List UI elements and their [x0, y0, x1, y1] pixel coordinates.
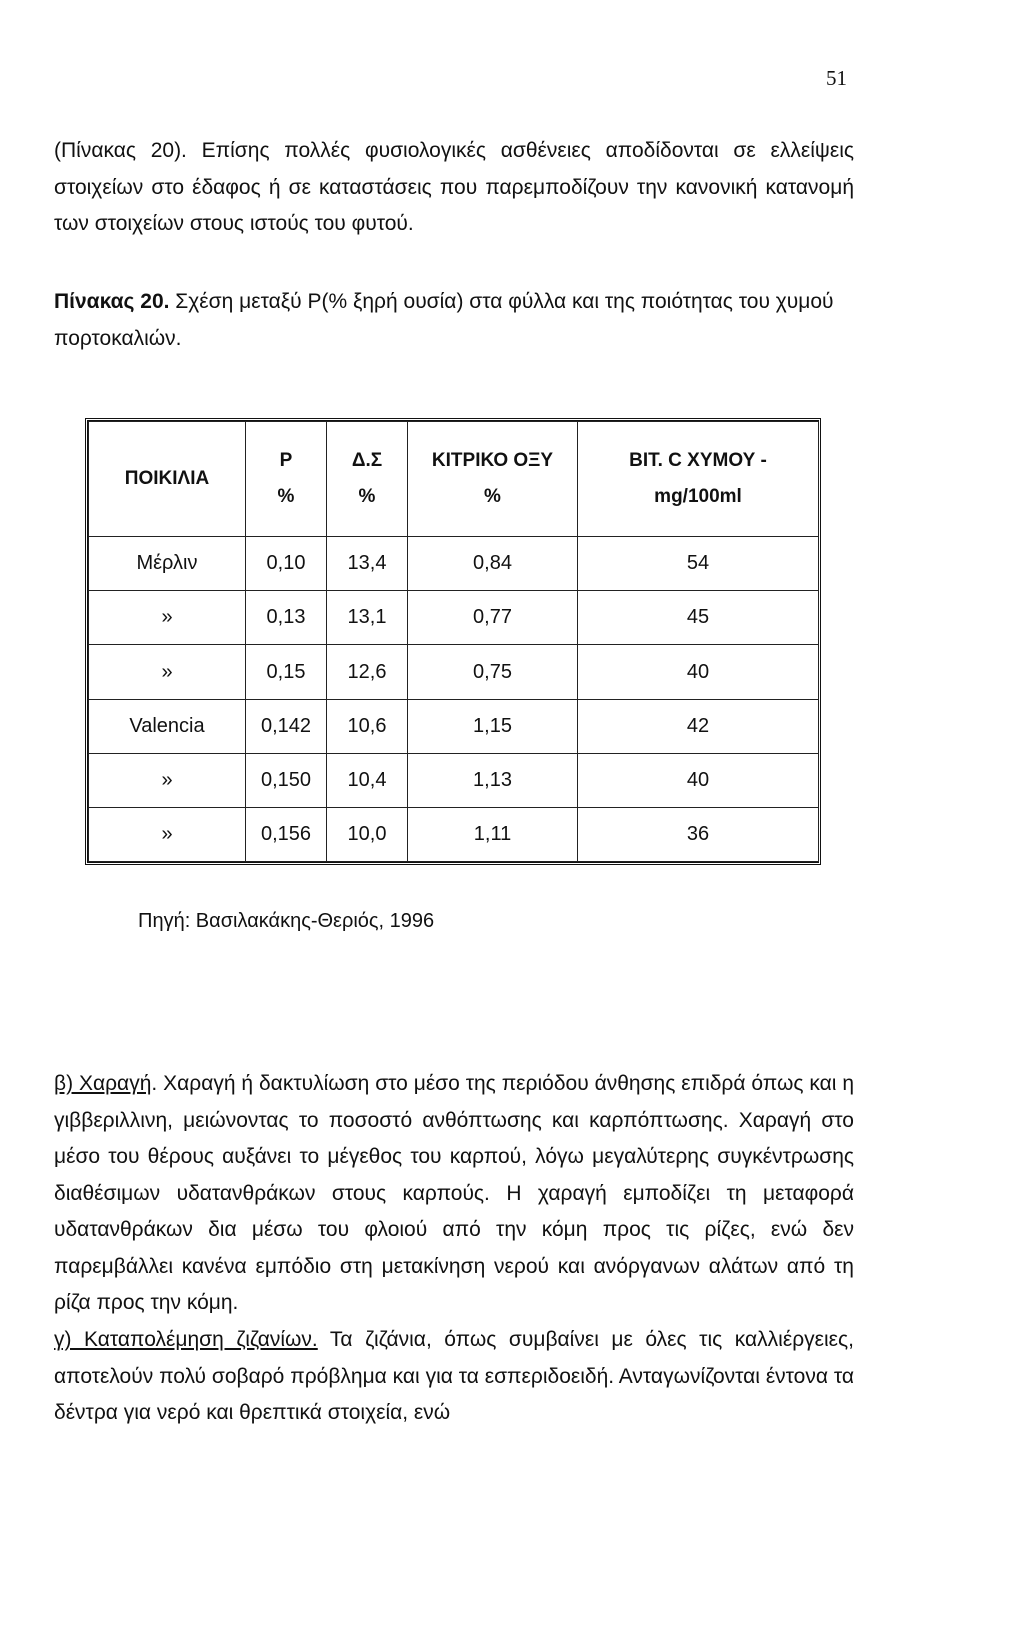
- paragraph-girdling: [54, 1066, 854, 1322]
- cell-citric-acid: 0,77: [408, 591, 578, 645]
- cell-p: 0,142: [246, 699, 327, 753]
- cell-p: 0,150: [246, 753, 327, 807]
- paragraph-weed-control-label: γ) Καταπολέμηση ζιζανίων.: [54, 1328, 318, 1351]
- paragraph-girdling-label: β) Χαραγή: [54, 1072, 152, 1095]
- header-citric-acid: ΚΙΤΡΙΚΟ ΟΞΥ: [408, 422, 578, 479]
- header-variety: ΠΟΙΚΙΛΙΑ: [89, 422, 246, 537]
- header-ds: Δ.Σ: [327, 422, 408, 479]
- header-citric-acid-unit: %: [408, 478, 578, 537]
- cell-p: 0,15: [246, 645, 327, 699]
- cell-citric-acid: 1,11: [408, 807, 578, 861]
- header-p: P: [246, 422, 327, 479]
- cell-ds: 10,4: [327, 753, 408, 807]
- header-vitamin-c-unit: mg/100ml: [578, 478, 819, 537]
- paragraph-weed-control-text: Τα ζιζάνια, όπως συμβαίνει με όλες τις καλλιέργειες, αποτελούν πολύ σοβαρό πρόβλημα και για τα εσπεριδοειδή. Ανταγωνίζονται έντονα τα δέντρα για νερό και θρεπτικά στοιχεία, ενώ: [54, 1328, 854, 1424]
- cell-vitamin-c: 45: [578, 591, 819, 645]
- table-row: [89, 645, 819, 699]
- cell-citric-acid: 0,84: [408, 537, 578, 591]
- paragraph-weed-control: [54, 1322, 854, 1432]
- cell-ds: 12,6: [327, 645, 408, 699]
- table-row: [89, 699, 819, 753]
- table-row: [89, 753, 819, 807]
- page-number: 51: [826, 66, 847, 90]
- cell-p: 0,156: [246, 807, 327, 861]
- cell-ds: 13,1: [327, 591, 408, 645]
- table-caption-label: Πίνακας 20.: [54, 290, 170, 313]
- cell-variety: Valencia: [89, 699, 246, 753]
- header-p-unit: %: [246, 478, 327, 537]
- header-ds-unit: %: [327, 478, 408, 537]
- data-table-frame: [85, 418, 821, 865]
- cell-vitamin-c: 54: [578, 537, 819, 591]
- cell-vitamin-c: 40: [578, 753, 819, 807]
- table-row: [89, 537, 819, 591]
- cell-ds: 10,0: [327, 807, 408, 861]
- header-vitamin-c: ΒΙΤ. C ΧΥΜΟΥ -: [578, 422, 819, 479]
- paragraph-intro: [54, 133, 854, 243]
- cell-citric-acid: 1,15: [408, 699, 578, 753]
- table-row: [89, 807, 819, 861]
- cell-variety: »: [89, 591, 246, 645]
- table-header-row-top: [89, 422, 819, 479]
- table-row: [89, 591, 819, 645]
- cell-p: 0,10: [246, 537, 327, 591]
- cell-citric-acid: 0,75: [408, 645, 578, 699]
- paragraph-intro-text: (Πίνακας 20). Επίσης πολλές φυσιολογικές ασθένειες αποδίδονται σε ελλείψεις στοιχείων στο έδαφος ή σε καταστάσεις που παρεμποδίζουν την κανονική κατανομή των στοιχείων στους ιστούς του φυτού.: [54, 139, 854, 235]
- cell-vitamin-c: 42: [578, 699, 819, 753]
- cell-variety: »: [89, 645, 246, 699]
- cell-vitamin-c: 36: [578, 807, 819, 861]
- table-caption: [54, 284, 854, 357]
- cell-variety: Μέρλιν: [89, 537, 246, 591]
- data-table: [88, 421, 819, 862]
- cell-variety: »: [89, 807, 246, 861]
- cell-ds: 10,6: [327, 699, 408, 753]
- table-caption-text: Σχέση μεταξύ P(% ξηρή ουσία) στα φύλλα και της ποιότητας του χυμού πορτοκαλιών.: [54, 290, 834, 350]
- table-source: Πηγή: Βασιλακάκης-Θεριός, 1996: [138, 910, 435, 932]
- paragraph-girdling-text: . Χαραγή ή δακτυλίωση στο μέσο της περιόδου άνθησης επιδρά όπως και η γιββεριλλινη, μειώνοντας το ποσοστό ανθόπτωσης και καρπόπτωσης. Χαραγή στο μέσο του θέρους αυξάνει το μέγεθος του καρπού, λόγω μεγαλύτερης συγκέντρωσης διαθέσιμων υδατανθράκων στους καρπούς. Η χαραγή εμποδίζει τη μεταφορά υδατανθράκων δια μέσω του φλοιού από την κόμη προς τις ρίζες, ενώ δεν παρεμβάλλει κανένα εμπόδιο στη μετακίνηση νερού και ανόργανων αλάτων από τη ρίζα προς την κόμη.: [54, 1072, 855, 1314]
- cell-citric-acid: 1,13: [408, 753, 578, 807]
- cell-ds: 13,4: [327, 537, 408, 591]
- cell-p: 0,13: [246, 591, 327, 645]
- cell-variety: »: [89, 753, 246, 807]
- cell-vitamin-c: 40: [578, 645, 819, 699]
